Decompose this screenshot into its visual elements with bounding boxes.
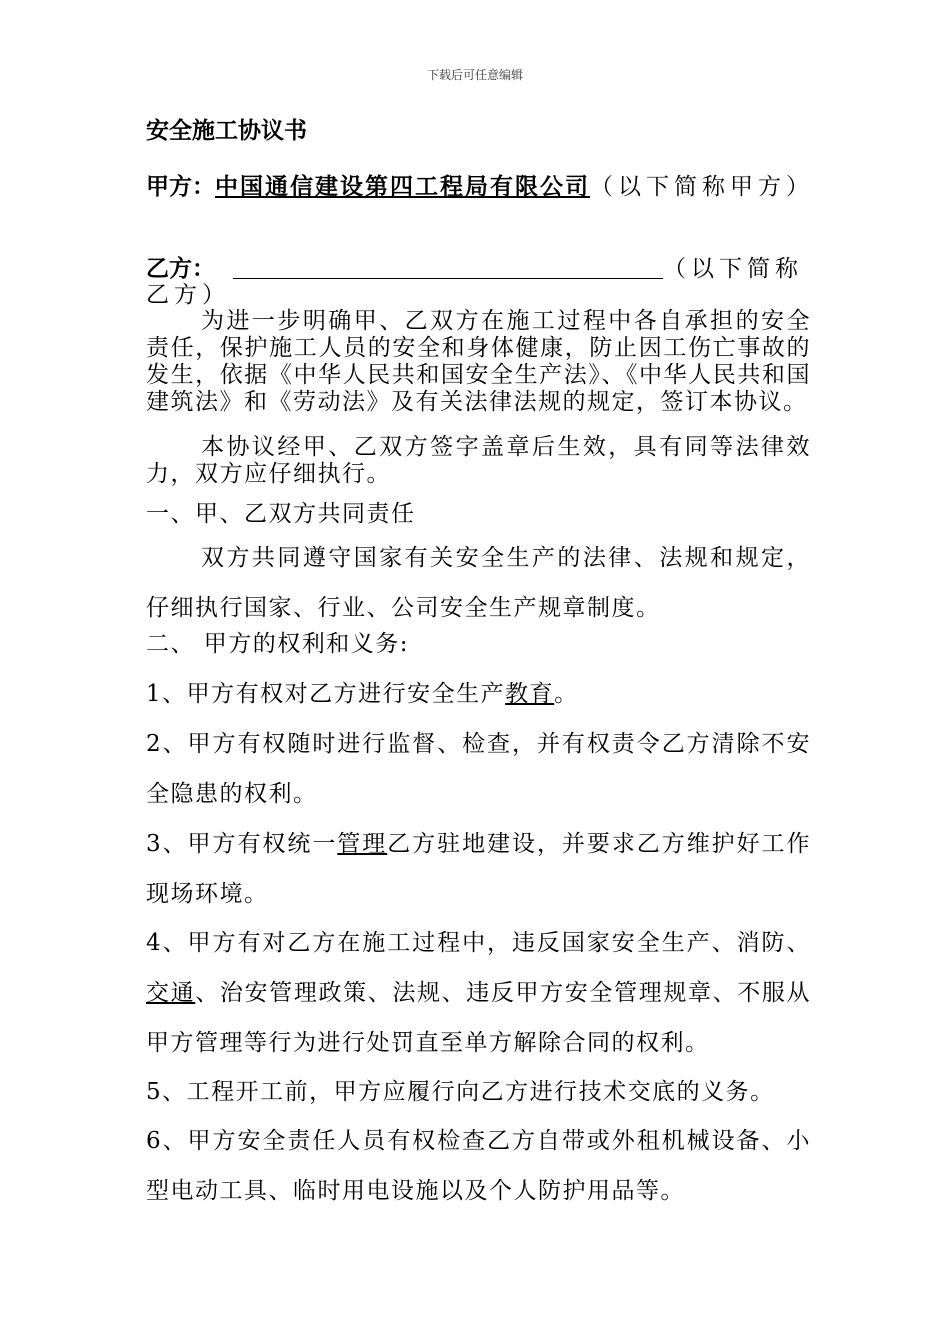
item-1-text: 1、甲方有权对乙方进行安全生产 [146, 681, 506, 707]
party-b-line [146, 256, 816, 308]
item-4-end: 、治安管理政策、法规、违反甲方安全管理规章、不服从甲方管理等行为进行处罚直至单方解除合同的权利。 [146, 980, 812, 1056]
link-traffic[interactable]: 交通 [146, 980, 196, 1006]
party-b-name-blank[interactable] [233, 256, 663, 279]
header-note: 下载后可任意编辑 [426, 68, 523, 82]
party-a-line [146, 174, 816, 200]
item-3 [146, 819, 811, 919]
item-5: 5、工程开工前，甲方应履行向乙方进行技术交底的义务。 [146, 1079, 775, 1105]
section-1-text: 双方共同遵守国家有关安全生产的法律、法规和规定，仔细执行国家、行业、公司安全生产规章制度。 [146, 545, 811, 621]
party-b-label: 乙方： [146, 256, 215, 282]
item-4 [146, 918, 811, 1068]
link-management[interactable]: 管理 [337, 831, 388, 857]
item-1 [146, 678, 811, 710]
item-1-end: 。 [554, 681, 579, 707]
link-education[interactable]: 教育 [505, 681, 555, 707]
item-2: 2、甲方有权随时进行监督、检查，并有权责令乙方清除不安全隐患的权利。 [146, 731, 811, 807]
item-3-end: 乙方驻地建设，并要求乙方维护好工作现场环境。 [146, 831, 812, 907]
item-3-text: 3、甲方有权统一 [146, 831, 338, 857]
section-2-heading: 二、 甲方的权利和义务: [146, 631, 410, 657]
item-4-text: 4、甲方有对乙方在施工过程中，违反国家安全生产、消防、 [146, 930, 811, 956]
party-a-label: 甲方： [146, 174, 215, 200]
document-title: 安全施工协议书 [146, 118, 307, 144]
item-6: 6、甲方安全责任人员有权检查乙方自带或外租机械设备、小型电动工具、临时用电设施以及个人防护用品等。 [146, 1128, 811, 1204]
section-1-heading: 一、甲、乙双方共同责任 [146, 501, 416, 527]
intro-paragraph-1: 为进一步明确甲、乙双方在施工过程中各自承担的安全责任，保护施工人员的安全和身体健康，防止因工伤亡事故的发生，依据《中华人民共和国安全生产法》、《中华人民共和国建筑法》和《劳动法》及有关法律法规的规定，签订本协议。 [146, 308, 811, 415]
party-a-note: （以下简称甲方） [590, 174, 814, 200]
party-b-note: （以下简称乙方） [146, 256, 803, 308]
intro-paragraph-2: 本协议经甲、乙双方签字盖章后生效，具有同等法律效力，双方应仔细执行。 [146, 434, 811, 487]
party-a-name: 中国通信建设第四工程局有限公司 [215, 174, 590, 200]
